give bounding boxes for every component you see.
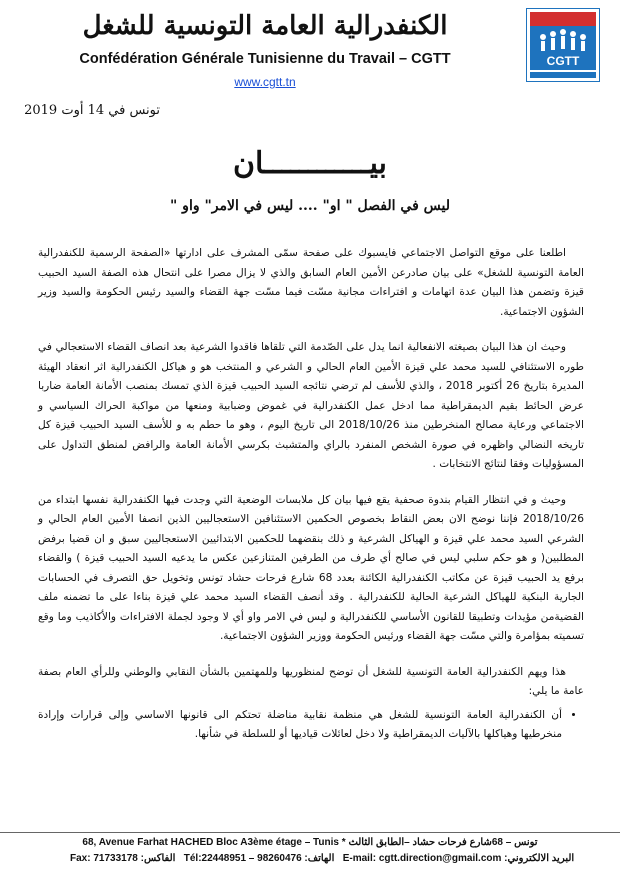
footer-address: 68, Avenue Farhat HACHED Bloc A3ème étage – Tunis * تونس – 68شارع فرحات حشاد –الطابق الثالث: [82, 837, 538, 848]
paragraph-4: هذا ويهم الكنفدرالية العامة التونسية للشغل أن توضح لمنظوريها وللمهتمين بالشأن النقابي والوطني وللرأي العام بصفة عامة ما يلي:: [38, 665, 584, 697]
footer-email[interactable]: E-mail: cgtt.direction@gmail.com :البريد الالكتروني: [342, 853, 575, 864]
footer-tel: Tél:22448951 – 98260476 :الهاتف: [183, 853, 335, 864]
date-line: تونس في 14 أوت 2019: [24, 103, 160, 118]
org-name-arabic: الكنفدرالية العامة التونسية للشغل: [82, 11, 448, 41]
bullet-item: • أن الكنفدرالية العامة التونسية للشغل هي منظمة نقابية مناضلة تحتكم الى قانونها الاساسي وإلى قرارات وإرادة منخرطيها وهياكلها بالآليات الديمقراطية ولا دخل لعائلات قياديها أو للسلطة في شأنها.: [38, 706, 562, 745]
statement-subtitle: ليس في الفصل " او" .... ليس في الامر" واو ": [170, 198, 450, 214]
footer-divider: [0, 832, 620, 833]
paragraph-2: وحيث ان هذا البيان بصيغته الانفعالية انما يدل على الصّدمة التي تلقاها فاقدوا الشرعية بعد انصاف القضاء الاستعجالي في طوره الاستئنافي للسيد محمد علي قيزة الأمين العام الحالي و الشرعي و المنتخب هو و هياكل الكنفدرالية اثر انعقاد الهيئة المديرة بتاريخ 26 أكتوبر 2018 ، والذي للأسف لم ترضي نتائجه السيد الحبيب قيزة الذي تمسك بمنصب الأمانة العامة ضاربا عرض الحائط بقيم الديمقراطية مما ادخل عمل الكنفدرالية في غموض وضبابية ومنعها من مواكبة الحراك السياسي و الاجتماعي ورعاية مصالح المنخرطين منذ 2018/10/26 الى تاريخ اليوم ، وهو ما حطم به و للأسف السيد الحبيب قيزة كل تاريخه النضالي واظهره في صورة الشخص المنفرد بالراي والمتشبث بكرسي الأمانة العامة والرافض لمنطق التداول على المسؤوليات وفقا لنتائج الانتخابات .: [38, 341, 584, 470]
paragraph-1: اطلعنا على موقع التواصل الاجتماعي فايسبوك على صفحة سمّى المشرف على ادارتها «الصفحة الرسمية للكنفدرالية العامة التونسية للشغل» على بيان صادرعن الأمين العام السابق والذي لا يزال مصرا على انتحال هذه الصفة السيد الحبيب قيزة وتضمن هذا البيان عدة اتهامات و افتراءات مجانية مسّت فيما مسّت جهة القضاء والسيد رئيس الحكومة والسيد وزير الشؤون الاجتماعية.: [38, 247, 584, 318]
cgtt-logo: [526, 8, 600, 82]
logo-text: CGTT: [546, 54, 580, 68]
website-link[interactable]: www.cgtt.tn: [234, 75, 296, 89]
bullet-list: [38, 706, 584, 745]
statement-body: [38, 244, 584, 745]
paragraph-3: وحيث و في انتظار القيام بندوة صحفية يقع فيها بيان كل ملابسات الوضعية التي وجدت فيها الكنفدرالية نفسها ابتداء من 2018/10/26 فإننا نوضح الان بعض النقاط بخصوص الحكمين الاستئنافين الاستعجاليين الذين انصفا الأمين العام الحالي و الشرعي السيد محمد علي قيزة و الهياكل الشرعية و ذلك بنقضهما للحكمين الابتدائيين الاستعجاليين سبق و ان قضيا برفض المطلبين( و هو حكم سلبي ليس في صالح أي طرف من الطرفين المتنازعين عكس ما يدعيه السيد الحبيب قيزة ) والقضاء برفع يد الحبيب قيزة عن مكاتب الكنفدرالية الكائنة بعدد 68 شارع فرحات حشاد تونس وتخويل حق التصرف في الحسابات الجارية البنكية للهياكل الشرعية الحالية للكنفدرالية . وقد أنصف القضاء السيد محمد علي قيزة بناءا على ما تضمنه ملف القضيةمن مؤيدات وتطبيقا للقانون الأساسي للكنفدرالية و ليس في الامر واو أي لا وجود لجملة الافتراءات والأكاذيب وما وقع تسميته بمؤامرة والتي مسّت جهة القضاء ورئيس الحكومة ووزير الشؤون الاجتماعية.: [38, 493, 584, 642]
statement-title: بيــــــــــــان: [232, 146, 388, 181]
logo-emblem-icon: [527, 9, 599, 81]
org-name-french: Confédération Générale Tunisienne du Travail – CGTT: [79, 51, 451, 67]
footer-fax: Fax: 71733178 :الفاكس: [70, 853, 176, 864]
